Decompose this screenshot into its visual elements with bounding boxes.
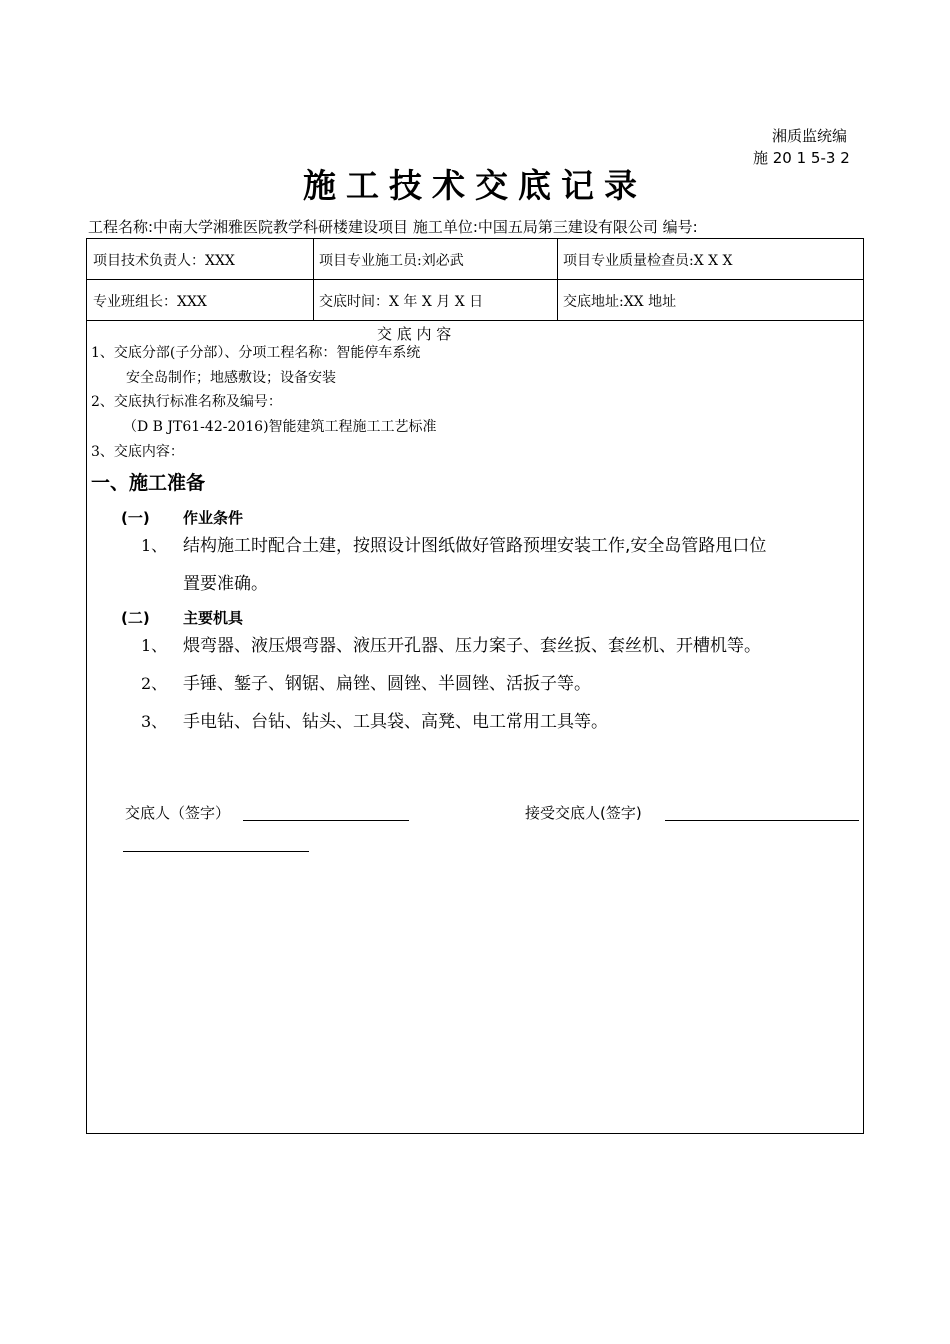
signature-continuation-line[interactable] xyxy=(123,851,309,852)
row-divider-1 xyxy=(87,279,863,280)
tool-2-text: 手锤、錾子、钢锯、扁锉、圆锉、半圆锉、活扳子等。 xyxy=(183,674,591,694)
project-header-line: 工程名称:中南大学湘雅医院教学科研楼建设项目 施工单位:中国五局第三建设有限公司 编号: xyxy=(88,218,698,236)
document-title: 施工技术交底记录 xyxy=(303,166,647,205)
subsection-two-title: 主要机具 xyxy=(183,609,244,627)
form-code-line2: 施 20 1 5-3 2 xyxy=(753,149,850,167)
condition-1-line1: 结构施工时配合土建，按照设计图纸做好管路预埋安装工作,安全岛管路甩口位 xyxy=(183,536,767,556)
item-2-sub: （D B JT61-42-2016)智能建筑工程施工工艺标准 xyxy=(123,419,437,435)
record-table xyxy=(86,238,864,1134)
item-3: 3、交底内容： xyxy=(91,444,184,460)
subsection-one-title: 作业条件 xyxy=(183,509,244,527)
team-lead-cell: 专业班组长：XXX xyxy=(93,294,207,310)
signature-receiver-line[interactable] xyxy=(665,820,859,821)
signature-receiver-label: 接受交底人(签字) xyxy=(525,804,642,822)
item-2: 2、交底执行标准名称及编号： xyxy=(91,394,282,410)
tech-lead-cell: 项目技术负责人：XXX xyxy=(93,253,235,269)
item-1-sub: 安全岛制作；地感敷设；设备安装 xyxy=(126,370,336,386)
condition-1-line2: 置要准确。 xyxy=(183,574,268,594)
tool-1-text: 煨弯器、液压煨弯器、液压开孔器、压力案子、套丝扳、套丝机、开槽机等。 xyxy=(183,636,761,656)
tool-2-number: 2、 xyxy=(141,674,168,693)
constructor-cell: 项目专业施工员:刘必武 xyxy=(319,253,464,269)
row-divider-2 xyxy=(87,320,863,321)
tool-3-number: 3、 xyxy=(141,712,168,731)
signature-giver-label: 交底人（签字） xyxy=(125,804,231,822)
time-cell: 交底时间：X 年 X 月 X 日 xyxy=(319,294,484,310)
subsection-two-number: (二) xyxy=(121,609,150,627)
signature-giver-line[interactable] xyxy=(243,820,409,821)
col-divider-2 xyxy=(557,239,558,320)
condition-1-number: 1、 xyxy=(141,536,168,555)
section-one-heading: 一、施工准备 xyxy=(91,472,206,494)
tool-3-text: 手电钻、台钻、钻头、工具袋、高凳、电工常用工具等。 xyxy=(183,712,608,732)
col-divider-1 xyxy=(313,239,314,320)
item-1: 1、交底分部(子分部）、分项工程名称：智能停车系统 xyxy=(91,345,421,361)
location-cell: 交底地址:XX 地址 xyxy=(563,294,677,310)
form-code-line1: 湘质监统编 xyxy=(772,127,848,145)
subsection-one-number: (一) xyxy=(121,509,150,527)
tool-1-number: 1、 xyxy=(141,636,168,655)
inspector-cell: 项目专业质量检查员:X X X xyxy=(563,253,733,269)
content-heading: 交 底 内 容 xyxy=(377,325,452,343)
